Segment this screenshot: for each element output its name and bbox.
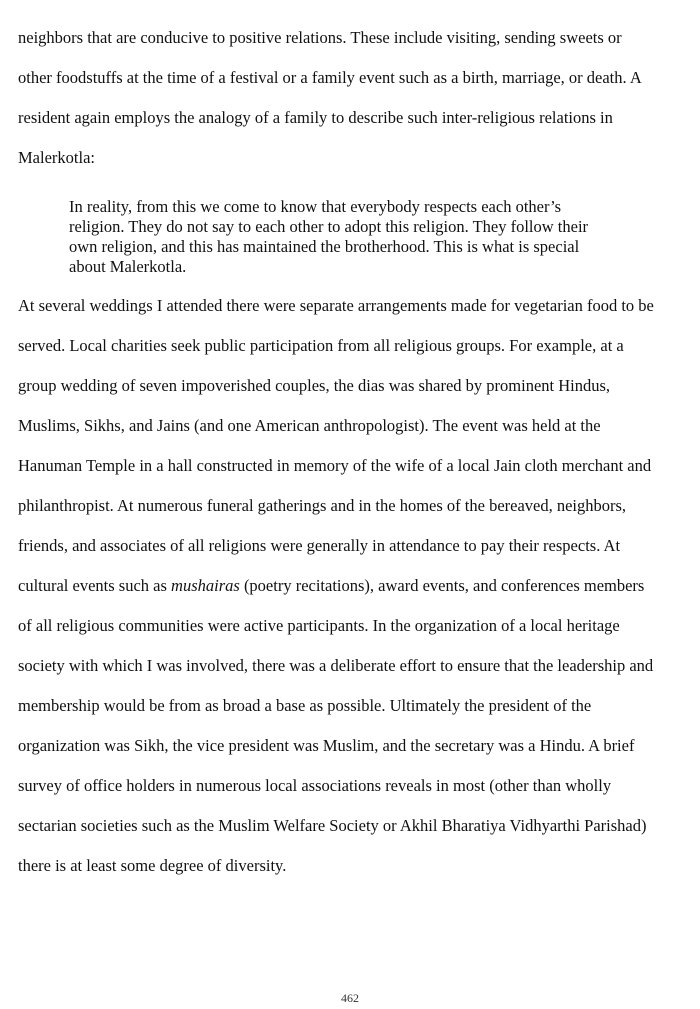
block-quote-line-4: about Malerkotla.: [69, 257, 187, 276]
paragraph-1-line-2: other foodstuffs at the time of a festival or a family event such as a birth, marriage, or death. A: [18, 68, 642, 87]
paragraph-2-line-7: friends, and associates of all religions were generally in attendance to pay their respects. At: [18, 536, 621, 555]
paragraph-1-line-3: resident again employs the analogy of a family to describe such inter-religious relations in: [18, 108, 613, 127]
paragraph-2-line-3: group wedding of seven impoverished couples, the dias was shared by prominent Hindus,: [18, 376, 611, 395]
paragraph-2-line-13: survey of office holders in numerous local associations reveals in most (other than wholly: [18, 776, 612, 795]
paragraph-2-line-14: sectarian societies such as the Muslim Welfare Society or Akhil Bharatiya Vidhyarthi Parishad): [18, 816, 647, 835]
paragraph-2-line-8-start: cultural events such as: [18, 576, 172, 595]
paragraph-2-line-10: society with which I was involved, there was a deliberate effort to ensure that the leadership and: [18, 656, 654, 675]
block-quote-line-3: own religion, and this has maintained the brotherhood. This is what is special: [69, 237, 580, 256]
paragraph-2-line-8-end: (poetry recitations), award events, and conferences members: [239, 576, 645, 595]
paragraph-2-line-11: membership would be from as broad a base as possible. Ultimately the president of the: [18, 696, 592, 715]
paragraph-2-line-12: organization was Sikh, the vice president was Muslim, and the secretary was a Hindu. A brief: [18, 736, 635, 755]
paragraph-2-line-1: At several weddings I attended there were separate arrangements made for vegetarian food to be: [18, 296, 654, 315]
paragraph-2-line-6: philanthropist. At numerous funeral gatherings and in the homes of the bereaved, neighbors,: [18, 496, 627, 515]
block-quote-line-1: In reality, from this we come to know that everybody respects each other’s: [69, 197, 562, 216]
paragraph-2-line-8: [18, 576, 644, 596]
paragraph-2-line-8-italic-term: mushairas: [171, 576, 240, 595]
paragraph-2-line-15: there is at least some degree of diversity.: [18, 856, 287, 875]
paragraph-2-line-2: served. Local charities seek public participation from all religious groups. For example, at a: [18, 336, 624, 355]
page-number: 462: [341, 991, 359, 1005]
block-quote-line-2: religion. They do not say to each other to adopt this religion. They follow their: [69, 217, 589, 236]
paragraph-1-line-4: Malerkotla:: [18, 148, 95, 167]
paragraph-1-line-1: neighbors that are conducive to positive relations. These include visiting, sending sweets or: [18, 28, 622, 47]
paragraph-2-line-4: Muslims, Sikhs, and Jains (and one American anthropologist). The event was held at the: [18, 416, 601, 435]
paragraph-2-line-5: Hanuman Temple in a hall constructed in memory of the wife of a local Jain cloth merchant and: [18, 456, 652, 475]
paragraph-2-line-9: of all religious communities were active participants. In the organization of a local heritage: [18, 616, 620, 635]
